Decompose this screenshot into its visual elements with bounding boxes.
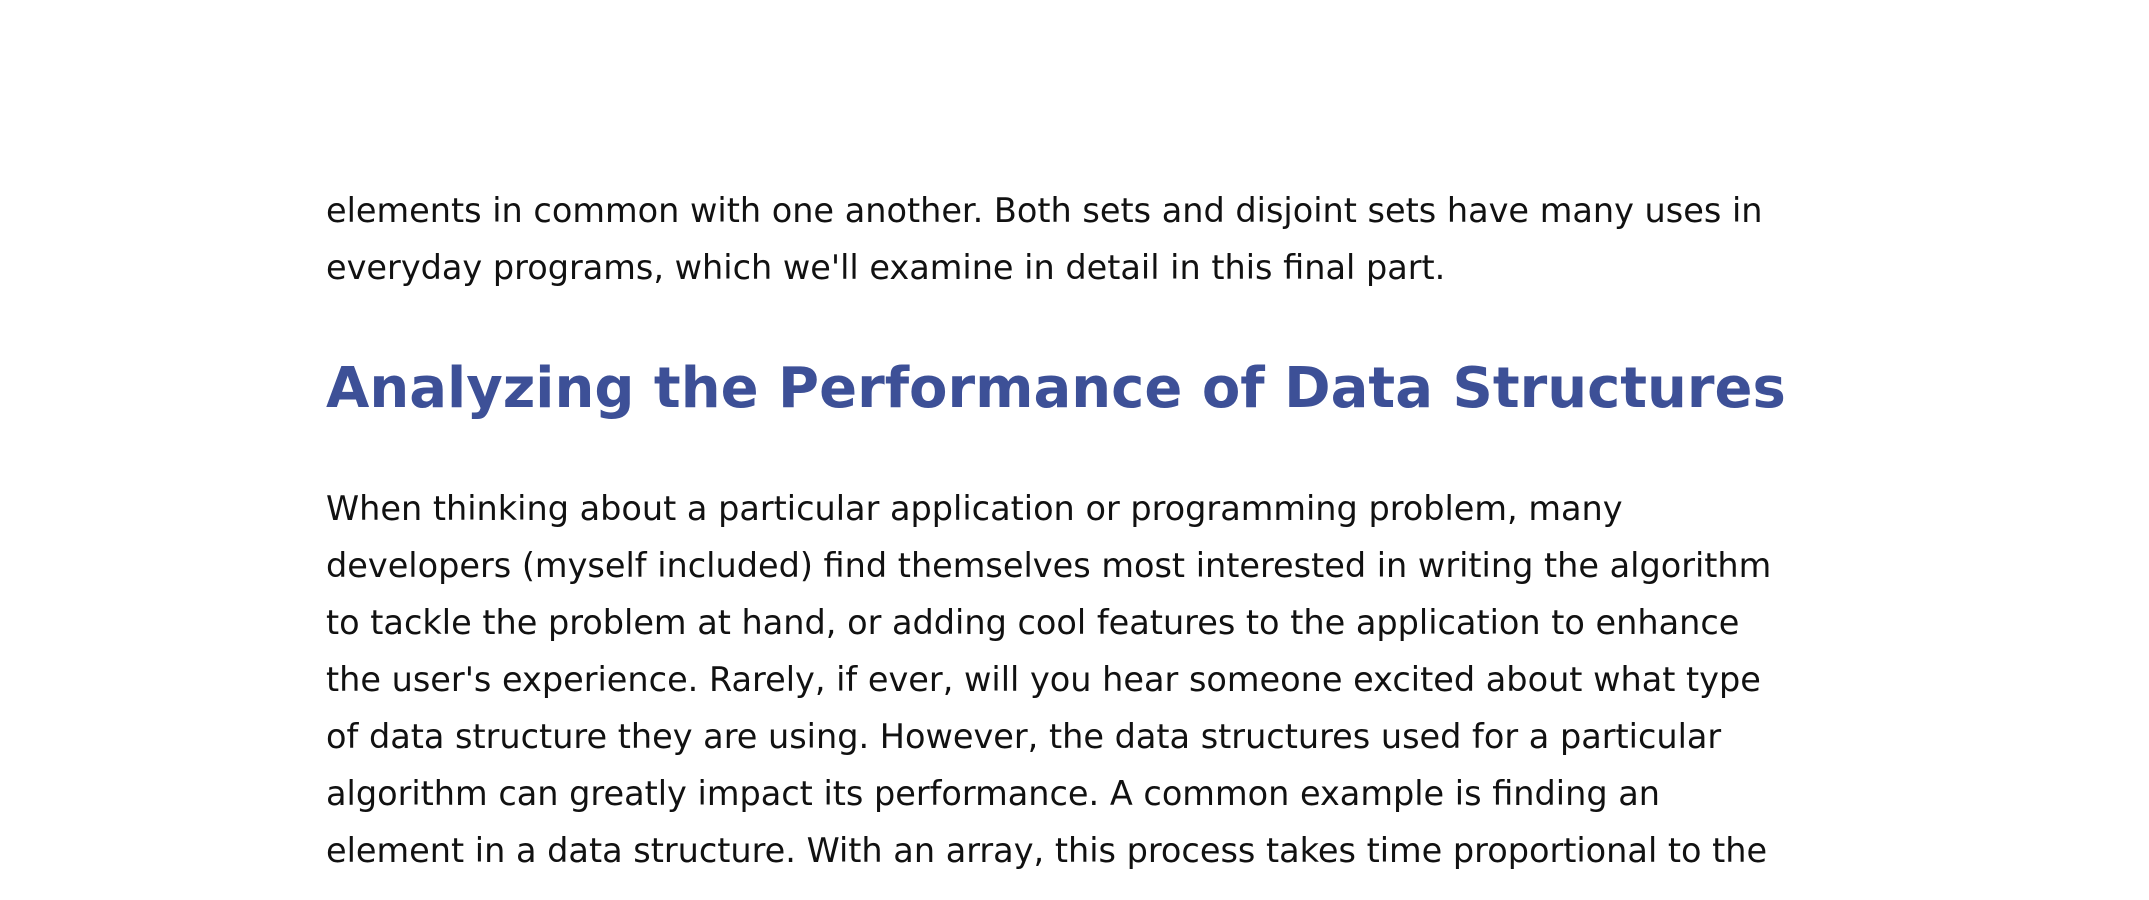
section-heading: Analyzing the Performance of Data Structures (326, 356, 1786, 421)
text-line: to tackle the problem at hand, or adding cool features to the application to enhance (326, 603, 1740, 642)
body-paragraph (326, 480, 1886, 879)
text-line: developers (myself included) find themselves most interested in writing the algorithm (326, 546, 1772, 585)
text-line: the user's experience. Rarely, if ever, will you hear someone excited about what type (326, 660, 1761, 699)
intro-paragraph (326, 182, 1886, 296)
text-line: everyday programs, which we'll examine in detail in this final part. (326, 248, 1446, 287)
text-line: algorithm can greatly impact its performance. A common example is finding an (326, 774, 1661, 813)
text-line: element in a data structure. With an array, this process takes time proportional to the (326, 831, 1768, 870)
page-content (326, 182, 1886, 879)
text-line: When thinking about a particular application or programming problem, many (326, 489, 1623, 528)
text-line: of data structure they are using. However, the data structures used for a particular (326, 717, 1722, 756)
text-line: elements in common with one another. Both sets and disjoint sets have many uses in (326, 191, 1763, 230)
